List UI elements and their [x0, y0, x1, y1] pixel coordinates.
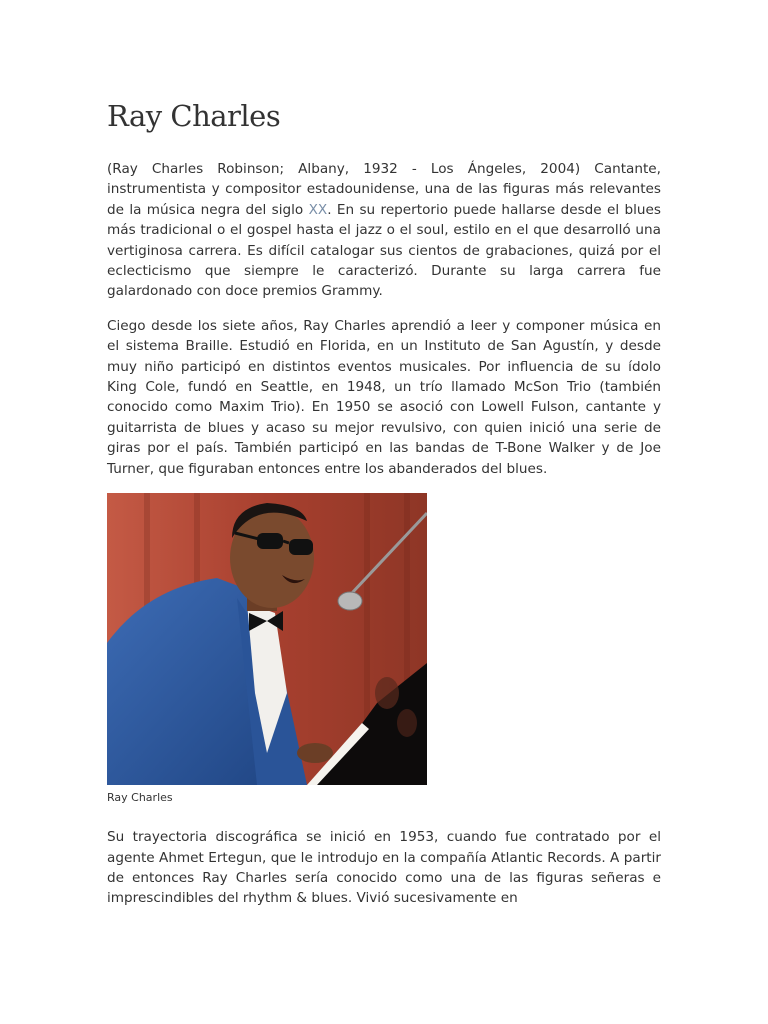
- paragraph-intro-text-cont: . En su repertorio puede hallarse desde el blues más tradicional o el gospel hasta el jazz o el soul, estilo en el que desarrolló una vertiginosa carrera. Es difícil catalogar sus cientos de grabaciones, quizá por el eclecticismo que siempre le caracterizó. Durante su larga carrera fue galardonado con doce premios Grammy.: [107, 201, 661, 300]
- paragraph-career: Su trayectoria discográfica se inició en 1953, cuando fue contratado por el agente Ahmet Ertegun, que le introdujo en la compañía Atlantic Records. A partir de entonces Ray Charles sería conocido como una de las figuras señeras e imprescindibles del rhythm & blues. Vivió sucesivamente en: [107, 829, 661, 907]
- portrait-illustration: [107, 493, 427, 785]
- paragraph-early-life: Ciego desde los siete años, Ray Charles aprendió a leer y componer música en el sistema Braille. Estudió en Florida, en un Instituto de San Agustín, y desde muy niño participó en distintos eventos musicales. Por influencia de su ídolo King Cole, fundó en Seattle, en 1948, un trío llamado McSon Trio (también conocido como Maxim Trio). En 1950 se asoció con Lowell Fulson, cantante y guitarrista de blues y acaso su mejor revulsivo, con quien inició una serie de giras por el país. También participó en las bandas de T-Bone Walker y de Joe Turner, que figuraban entonces entre los abanderados del blues.: [107, 317, 661, 477]
- portrait-photo: [107, 493, 427, 785]
- article: [107, 96, 661, 923]
- page-title: Ray Charles: [107, 99, 281, 133]
- century-link[interactable]: XX: [308, 201, 328, 218]
- image-caption: Ray Charles: [107, 791, 173, 805]
- paragraph-intro: [107, 159, 661, 302]
- paragraph-intro-text: (Ray Charles Robinson; Albany, 1932 - Los Ángeles, 2004) Cantante, instrumentista y compositor estadounidense, una de las figuras más relevantes de la música negra del siglo: [107, 161, 661, 218]
